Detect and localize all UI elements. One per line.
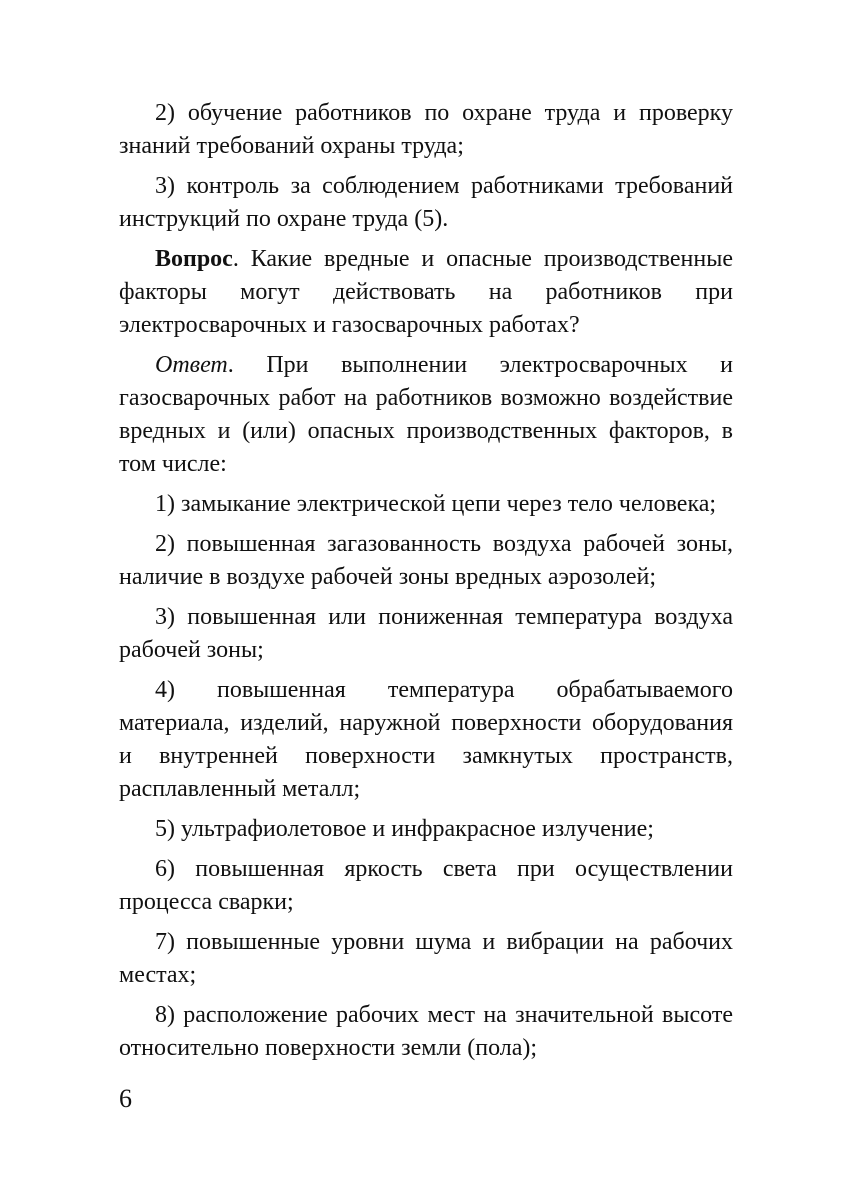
page-number: 6 [119,1084,132,1113]
paragraph-training: 2) обучение работников по охране труда и проверку знаний требований охраны труда; [119,100,733,159]
question-label: Вопрос [155,246,233,272]
list-item: 3) повышенная или пониженная температура воздуха рабочей зоны; [119,604,733,663]
list-item: 1) замыкание электрической цепи через тело человека; [155,491,717,517]
list-item: 6) повышенная яркость света при осуществлении процесса сварки; [119,856,733,915]
list-item: 5) ультрафиолетовое и инфракрасное излучение; [155,816,654,842]
list-item: 7) повышенные уровни шума и вибрации на рабочих местах; [119,929,733,988]
list-item: 2) повышенная загазованность воздуха рабочей зоны, наличие в воздухе рабочей зоны вредных аэрозолей; [119,531,733,590]
list-item: 8) расположение рабочих мест на значительной высоте относительно поверхности земли (пола); [119,1002,733,1061]
page-body [119,97,733,1065]
answer-label: Ответ [155,352,228,378]
answer-paragraph [119,349,733,481]
answer-text: . При выполнении электросварочных и газосварочных работ на работников возможно воздействие вредных и (или) опасных производственных факторов, в том числе: [119,352,733,477]
question-text: . Какие вредные и опасные производственные факторы могут действовать на работников при электросварочных и газосварочных работах? [119,246,733,338]
question-paragraph [119,243,733,342]
list-item: 4) повышенная температура обрабатываемого материала, изделий, наружной поверхности оборудования и внутренней поверхности замкнутых пространств, расплавленный металл; [119,677,733,802]
paragraph-control: 3) контроль за соблюдением работниками требований инструкций по охране труда (5). [119,173,733,232]
